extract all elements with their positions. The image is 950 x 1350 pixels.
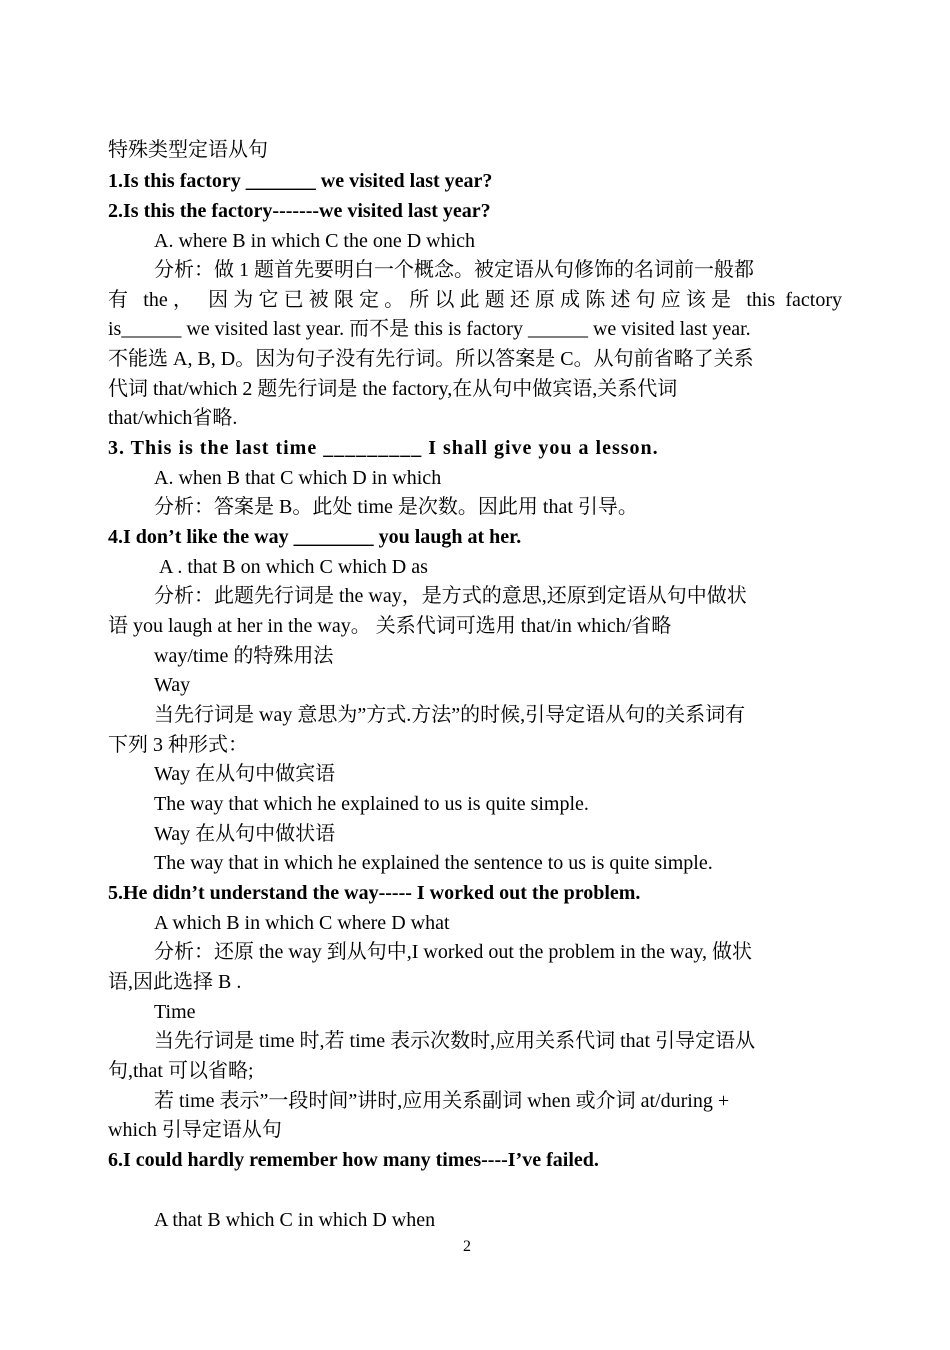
- way-object-title: Way 在从句中做宾语: [154, 763, 336, 785]
- analysis-line: is______ we visited last year. 而不是 this is factory ______ we visited last year.: [108, 318, 751, 340]
- question-4: 4.I don’t like the way ________ you laugh at her.: [108, 526, 522, 548]
- question-3-options: A. when B that C which D in which: [154, 467, 442, 489]
- analysis-line: 语,因此选择 B .: [108, 971, 242, 993]
- way-title: Way: [154, 674, 191, 696]
- time-description-line: 句,that 可以省略;: [108, 1060, 254, 1082]
- question-3-analysis: 分析：答案是 B。此处 time 是次数。因此用 that 引导。: [154, 496, 638, 518]
- analysis-line: 分析：还原 the way 到从句中,I worked out the problem in the way, 做状: [154, 941, 753, 963]
- section-heading: 特殊类型定语从句: [108, 139, 268, 161]
- analysis-line: 分析：做 1 题首先要明白一个概念。被定语从句修饰的名词前一般都: [154, 259, 754, 281]
- analysis-line: 不能选 A, B, D。因为句子没有先行词。所以答案是 C。从句前省略了关系: [108, 348, 754, 370]
- question-6-options: A that B which C in which D when: [154, 1209, 436, 1231]
- way-adverbial-title: Way 在从句中做状语: [154, 823, 336, 845]
- time-title: Time: [154, 1001, 196, 1023]
- analysis-line: that/which省略.: [108, 407, 238, 429]
- way-description-line: 下列 3 种形式：: [108, 734, 248, 756]
- analysis-line: 语 you laugh at her in the way。 关系代词可选用 that/in which/省略: [108, 615, 672, 637]
- way-object-example: The way that which he explained to us is quite simple.: [154, 793, 589, 815]
- analysis-line: 分析：此题先行词是 the way，是方式的意思,还原到定语从句中做状: [154, 585, 747, 607]
- question-1-2-options: A. where B in which C the one D which: [154, 230, 476, 252]
- time-description-line: 当先行词是 time 时,若 time 表示次数时,应用关系代词 that 引导定语从: [154, 1030, 756, 1052]
- time-description-line: which 引导定语从句: [108, 1119, 282, 1141]
- question-4-options: A . that B on which C which D as: [159, 556, 428, 578]
- time-description-line: 若 time 表示”一段时间”讲时,应用关系副词 when 或介词 at/during +: [154, 1090, 730, 1112]
- way-time-usage-title: way/time 的特殊用法: [154, 645, 334, 667]
- question-6: 6.I could hardly remember how many times----I’ve failed.: [108, 1149, 599, 1171]
- way-description-line: 当先行词是 way 意思为”方式.方法”的时候,引导定语从句的关系词有: [154, 704, 746, 726]
- question-5: 5.He didn’t understand the way----- I worked out the problem.: [108, 882, 641, 904]
- question-2: 2.Is this the factory-------we visited last year?: [108, 200, 491, 222]
- question-3: 3. This is the last time _________ I shall give you a lesson.: [108, 437, 659, 459]
- analysis-line: 代词 that/which 2 题先行词是 the factory,在从句中做宾语,关系代词: [108, 378, 678, 400]
- question-1: 1.Is this factory _______ we visited last year?: [108, 170, 493, 192]
- question-5-options: A which B in which C where D what: [154, 912, 450, 934]
- analysis-line: 有 the， 因为它已被限定。所以此题还原成陈述句应该是 this factory: [108, 289, 842, 311]
- way-adverbial-example: The way that in which he explained the sentence to us is quite simple.: [154, 852, 713, 874]
- page-number: 2: [463, 1238, 471, 1255]
